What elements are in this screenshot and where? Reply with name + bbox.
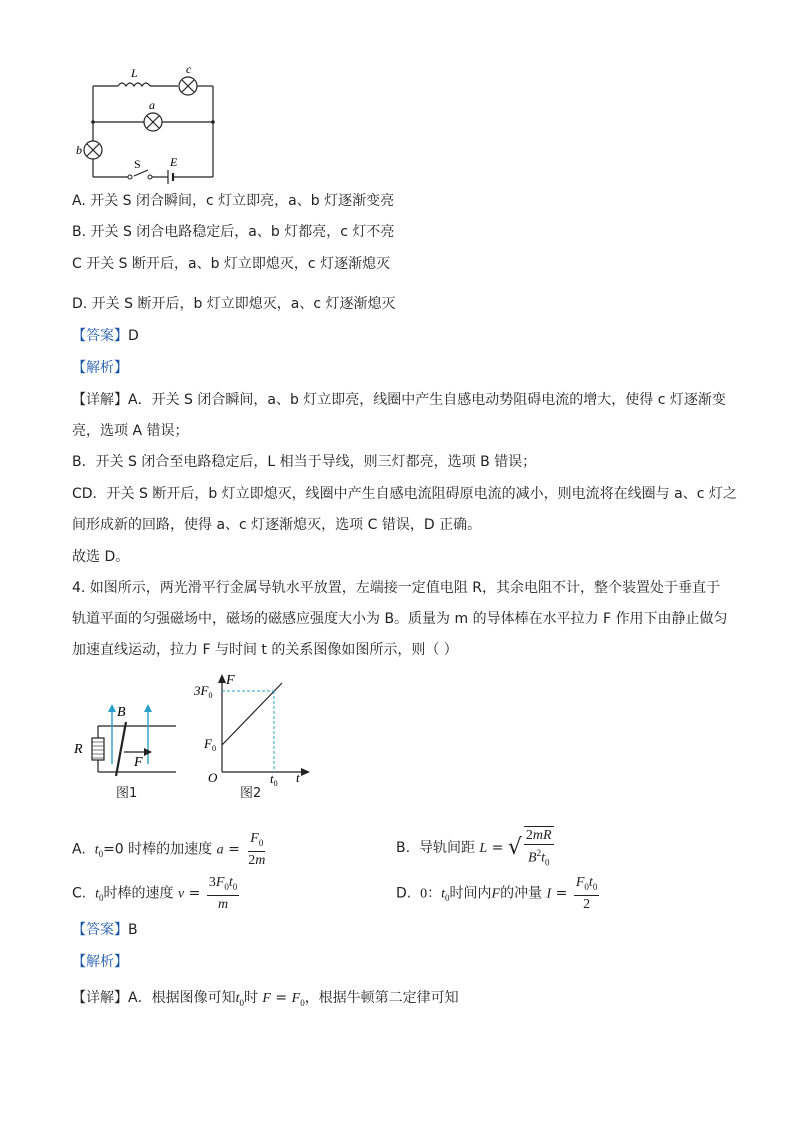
answer-value: D <box>128 328 139 344</box>
fig1-B: B <box>117 705 126 720</box>
answer-tag: 【答案】 <box>72 328 128 344</box>
fig2-t: t <box>296 770 300 785</box>
q3-option-d: D. 开关 S 断开后，b 灯立即熄灭，a、c 灯逐渐熄灭 <box>72 296 396 312</box>
fig2-3F0: $3F_0$ <box>194 683 213 700</box>
label-c: c <box>186 62 192 76</box>
q4-option-a: A. $t_0=0$ 时棒的加速度 a = $\frac{F_0}{2m}$ <box>72 831 266 868</box>
label-b: b <box>76 143 82 157</box>
q3-detail-line5: 间形成新的回路，使得 a、c 灯逐渐熄灭，选项 C 错误，D 正确。 <box>72 517 482 533</box>
q3-detail-line3: B．开关 S 闭合至电路稳定后，L 相当于导线，则三灯都亮，选项 B 错误； <box>72 454 537 470</box>
answer-tag: 【答案】 <box>72 922 128 938</box>
circuit-diagram <box>70 62 230 192</box>
q4-stem-line3: 加速直线运动，拉力 F 与时间 t 的关系图像如图所示，则（ ） <box>72 642 458 658</box>
label-E: E <box>170 155 178 169</box>
q4-detail-line1: 【详解】A．根据图像可知$t_0$时 $F = F_0$，根据牛顿第二定律可知 <box>72 990 459 1008</box>
q3-detail-line4: CD．开关 S 断开后，b 灯立即熄灭，线圈中产生自感电流阻碍原电流的减小，则电流将在线圈与 a、c 灯之 <box>72 486 737 502</box>
fig2-F: F <box>226 673 235 688</box>
fig2-t0: $t_0$ <box>270 771 278 786</box>
fig2-O: O <box>208 770 218 785</box>
q4-option-d: D. 0：$t_0$时间内F的冲量 I = $\frac{F_0t_0}{2}$ <box>396 875 598 912</box>
fig2-caption: 图2 <box>240 786 262 801</box>
q4-option-c: C. $t_0$时棒的速度 v = $\frac{3F_0t_0}{m}$ <box>72 875 238 912</box>
q4-analysis-tag: 【解析】 <box>72 954 128 970</box>
q4-answer <box>72 920 138 940</box>
q3-option-b: B. 开关 S 闭合电路稳定后，a、b 灯都亮，c 灯不亮 <box>72 224 395 240</box>
q3-detail-line2: 亮，选项 A 错误； <box>72 423 189 439</box>
figure-2-graph <box>188 670 318 786</box>
answer-value: B <box>128 922 138 938</box>
q4-stem-line2: 轨道平面的匀强磁场中，磁场的磁感应强度大小为 B。质量为 m 的导体棒在水平拉力 F 作用下由静止做匀 <box>72 611 728 627</box>
fig1-caption: 图1 <box>116 786 138 801</box>
fig2-F0: $F_0$ <box>204 736 216 753</box>
label-S: S <box>134 157 141 171</box>
fig1-R: R <box>74 742 83 757</box>
q4-option-b: B. 导轨间距 L = √ $\frac{2mR}{B^2t_0}$ <box>396 826 556 866</box>
q3-option-c: C 开关 S 断开后，a、b 灯立即熄灭，c 灯逐渐熄灭 <box>72 256 391 272</box>
label-L: L <box>131 66 138 80</box>
label-a: a <box>149 98 155 112</box>
q3-option-a: A. 开关 S 闭合瞬间，c 灯立即亮，a、b 灯逐渐变亮 <box>72 193 395 209</box>
q4-stem-line1: 4. 如图所示，两光滑平行金属导轨水平放置，左端接一定值电阻 R，其余电阻不计，整个装置处于垂直于 <box>72 580 720 596</box>
q3-detail-line6: 故选 D。 <box>72 549 130 565</box>
q3-detail-line1: 【详解】A．开关 S 闭合瞬间，a、b 灯立即亮，线圈中产生自感电动势阻碍电流的增大，使得 c 灯逐渐变 <box>72 392 726 408</box>
q3-answer <box>72 326 139 346</box>
fig1-F: F <box>134 755 143 770</box>
q3-analysis-tag: 【解析】 <box>72 360 128 376</box>
